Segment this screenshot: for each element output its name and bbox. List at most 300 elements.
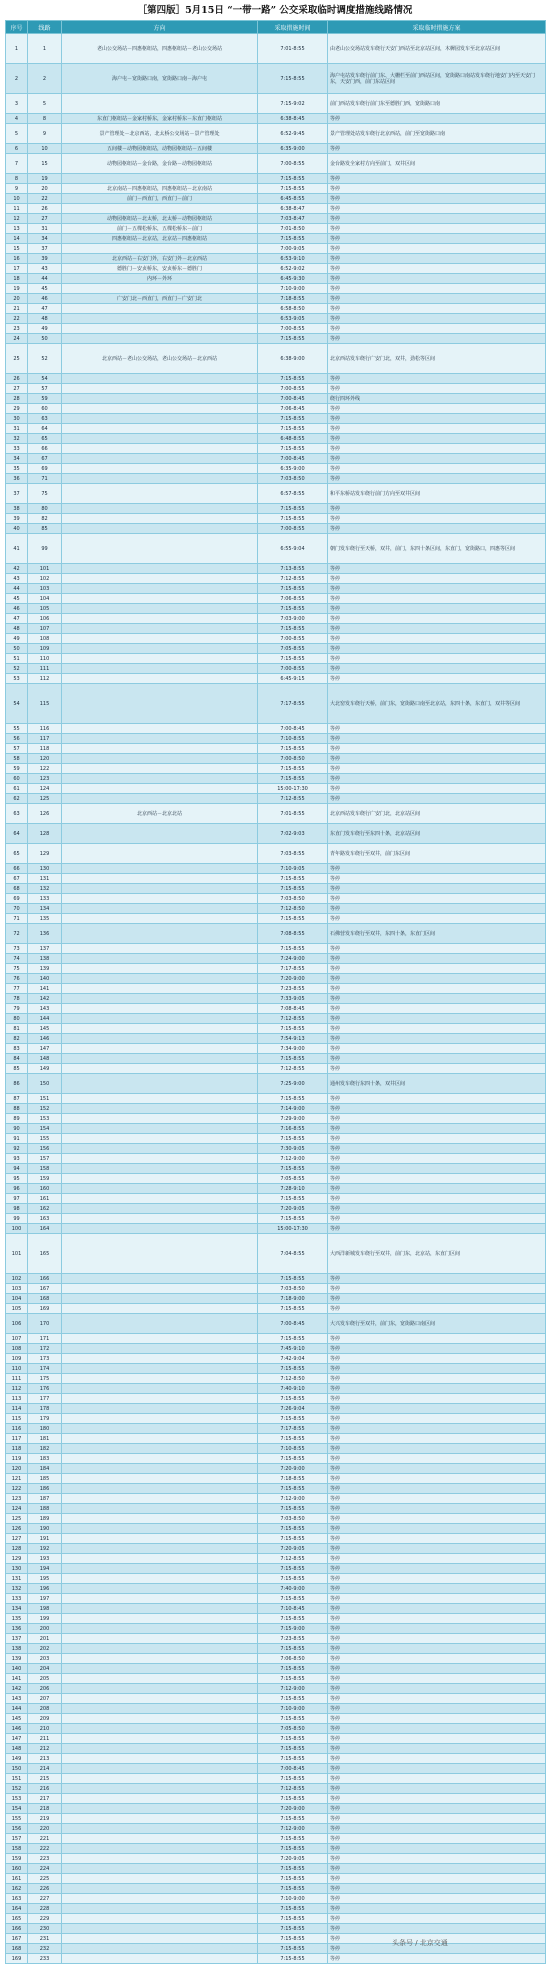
cell-direction <box>62 754 258 764</box>
cell-time: 15:00-17:30 <box>258 784 328 794</box>
cell-index: 96 <box>6 1184 28 1194</box>
cell-time: 7:10-8:45 <box>258 1604 328 1614</box>
cell-route: 180 <box>28 1424 62 1434</box>
cell-index: 116 <box>6 1424 28 1434</box>
table-header-row <box>6 21 546 34</box>
cell-time: 7:16-8:55 <box>258 1124 328 1134</box>
cell-direction <box>62 1114 258 1124</box>
cell-route: 99 <box>28 534 62 564</box>
cell-route: 222 <box>28 1844 62 1854</box>
cell-index: 111 <box>6 1374 28 1384</box>
cell-measure: 等停 <box>328 504 546 514</box>
cell-index: 147 <box>6 1734 28 1744</box>
cell-measure: 等停 <box>328 1674 546 1684</box>
cell-measure: 等停 <box>328 1214 546 1224</box>
cell-measure: 等停 <box>328 1544 546 1554</box>
table-row <box>6 64 546 94</box>
cell-time: 7:15-8:55 <box>258 1794 328 1804</box>
cell-direction <box>62 644 258 654</box>
cell-time: 7:15-8:55 <box>258 1644 328 1654</box>
cell-route: 50 <box>28 334 62 344</box>
cell-index: 143 <box>6 1694 28 1704</box>
cell-time: 7:00-8:55 <box>258 524 328 534</box>
cell-direction <box>62 904 258 914</box>
cell-measure: 等停 <box>328 984 546 994</box>
cell-time: 7:08-8:55 <box>258 924 328 944</box>
cell-route: 198 <box>28 1604 62 1614</box>
cell-index: 99 <box>6 1214 28 1224</box>
cell-time: 7:15-8:55 <box>258 444 328 454</box>
cell-index: 149 <box>6 1754 28 1764</box>
cell-index: 109 <box>6 1354 28 1364</box>
cell-route: 186 <box>28 1484 62 1494</box>
cell-direction <box>62 1744 258 1754</box>
cell-time: 7:12-8:55 <box>258 1784 328 1794</box>
cell-route: 201 <box>28 1634 62 1644</box>
cell-index: 131 <box>6 1574 28 1584</box>
cell-time: 7:15-8:55 <box>258 1844 328 1854</box>
cell-time: 7:15-8:55 <box>258 1024 328 1034</box>
cell-time: 7:00-8:45 <box>258 454 328 464</box>
cell-index: 68 <box>6 884 28 894</box>
cell-time: 7:15-8:55 <box>258 1534 328 1544</box>
cell-direction <box>62 984 258 994</box>
cell-route: 175 <box>28 1374 62 1384</box>
cell-route: 59 <box>28 394 62 404</box>
cell-time: 7:05-8:55 <box>258 644 328 654</box>
cell-measure: 等停 <box>328 874 546 884</box>
cell-measure: 等停 <box>328 1454 546 1464</box>
cell-time: 7:20-9:00 <box>258 1464 328 1474</box>
cell-index: 26 <box>6 374 28 384</box>
table-row <box>6 1444 546 1454</box>
table-row <box>6 414 546 424</box>
cell-direction: 五间楼－动物园枢纽站，动物园枢纽站－五间楼 <box>62 144 258 154</box>
table-row <box>6 1304 546 1314</box>
cell-time: 7:15-8:55 <box>258 334 328 344</box>
cell-route: 27 <box>28 214 62 224</box>
cell-index: 40 <box>6 524 28 534</box>
cell-time: 7:54-9:13 <box>258 1034 328 1044</box>
cell-direction: 前门－五棵松桥东，五棵松桥东－前门 <box>62 224 258 234</box>
table-row <box>6 904 546 914</box>
cell-index: 88 <box>6 1104 28 1114</box>
cell-route: 9 <box>28 124 62 144</box>
cell-direction <box>62 974 258 984</box>
cell-time: 7:15-8:55 <box>258 1874 328 1884</box>
cell-index: 123 <box>6 1494 28 1504</box>
cell-time: 6:58-8:50 <box>258 304 328 314</box>
cell-index: 138 <box>6 1644 28 1654</box>
cell-route: 57 <box>28 384 62 394</box>
cell-measure: 等停 <box>328 1184 546 1194</box>
cell-time: 7:15-8:55 <box>258 1944 328 1954</box>
header-route: 线路 <box>28 21 62 34</box>
cell-measure: 通州发车绕行东四十条，双井区间 <box>328 1074 546 1094</box>
cell-route: 137 <box>28 944 62 954</box>
cell-direction <box>62 1214 258 1224</box>
cell-time: 7:29-9:00 <box>258 1114 328 1124</box>
cell-route: 123 <box>28 774 62 784</box>
cell-measure: 青年路发车绕行至双井，前门东区间 <box>328 844 546 864</box>
cell-time: 7:15-8:55 <box>258 744 328 754</box>
cell-measure: 等停 <box>328 224 546 234</box>
table-row <box>6 894 546 904</box>
cell-index: 18 <box>6 274 28 284</box>
cell-time: 7:15-8:55 <box>258 1954 328 1964</box>
cell-measure: 等停 <box>328 1624 546 1634</box>
cell-index: 105 <box>6 1304 28 1314</box>
cell-measure: 等停 <box>328 334 546 344</box>
cell-measure: 等停 <box>328 674 546 684</box>
cell-route: 82 <box>28 514 62 524</box>
table-row <box>6 1224 546 1234</box>
cell-measure: 绕行四环外线 <box>328 394 546 404</box>
cell-measure: 等停 <box>328 1204 546 1214</box>
cell-time: 7:01-8:55 <box>258 34 328 64</box>
cell-measure: 等停 <box>328 1284 546 1294</box>
cell-time: 6:45-8:55 <box>258 194 328 204</box>
cell-measure: 等停 <box>328 754 546 764</box>
table-row <box>6 454 546 464</box>
table-row <box>6 1064 546 1074</box>
cell-direction <box>62 204 258 214</box>
cell-time: 7:03-8:50 <box>258 1514 328 1524</box>
cell-route: 164 <box>28 1224 62 1234</box>
table-row <box>6 1294 546 1304</box>
cell-direction <box>62 1004 258 1014</box>
cell-direction <box>62 1634 258 1644</box>
cell-time: 7:20-9:05 <box>258 1544 328 1554</box>
table-row <box>6 484 546 504</box>
cell-time: 7:10-9:05 <box>258 864 328 874</box>
cell-measure: 等停 <box>328 274 546 284</box>
table-row <box>6 504 546 514</box>
cell-time: 6:45-9:30 <box>258 274 328 284</box>
cell-direction <box>62 1784 258 1794</box>
cell-measure: 大西洋新城发车绕行至双井，前门东，北京站，东直门区间 <box>328 1234 546 1274</box>
cell-index: 152 <box>6 1784 28 1794</box>
cell-time: 7:00-8:55 <box>258 634 328 644</box>
table-row <box>6 1504 546 1514</box>
cell-measure: 等停 <box>328 1164 546 1174</box>
table-row <box>6 224 546 234</box>
table-row <box>6 1794 546 1804</box>
cell-index: 46 <box>6 604 28 614</box>
cell-measure: 等停 <box>328 1864 546 1874</box>
cell-direction <box>62 1464 258 1474</box>
cell-direction <box>62 1054 258 1064</box>
cell-time: 7:15-8:55 <box>258 1774 328 1784</box>
cell-route: 54 <box>28 374 62 384</box>
table-body <box>6 34 546 1964</box>
cell-measure: 等停 <box>328 204 546 214</box>
cell-index: 84 <box>6 1054 28 1064</box>
table-row <box>6 1644 546 1654</box>
cell-time: 7:15-8:55 <box>258 1744 328 1754</box>
table-row <box>6 34 546 64</box>
cell-direction <box>62 1644 258 1654</box>
cell-measure: 等停 <box>328 444 546 454</box>
cell-route: 224 <box>28 1864 62 1874</box>
cell-time: 7:15-8:55 <box>258 1924 328 1934</box>
cell-index: 141 <box>6 1674 28 1684</box>
table-row <box>6 1554 546 1564</box>
cell-direction <box>62 634 258 644</box>
cell-time: 7:00-8:55 <box>258 154 328 174</box>
cell-measure: 海户屯站发车绕行前门东、大栅栏至前门西站区间，宽街路口南站发车绕行地安门内至天安门东，天安门西，前门东站区间 <box>328 64 546 94</box>
cell-index: 53 <box>6 674 28 684</box>
cell-index: 127 <box>6 1534 28 1544</box>
cell-index: 6 <box>6 144 28 154</box>
cell-index: 159 <box>6 1854 28 1864</box>
cell-measure: 等停 <box>328 434 546 444</box>
cell-measure: 等停 <box>328 1814 546 1824</box>
table-row <box>6 444 546 454</box>
cell-direction <box>62 954 258 964</box>
cell-direction <box>62 454 258 464</box>
cell-measure: 等停 <box>328 1494 546 1504</box>
cell-direction <box>62 1574 258 1584</box>
cell-time: 7:33-9:05 <box>258 994 328 1004</box>
cell-measure: 等停 <box>328 1564 546 1574</box>
cell-index: 38 <box>6 504 28 514</box>
cell-time: 7:00-8:55 <box>258 324 328 334</box>
cell-time: 6:38-8:47 <box>258 204 328 214</box>
cell-index: 28 <box>6 394 28 404</box>
cell-measure: 等停 <box>328 1144 546 1154</box>
cell-measure: 等停 <box>328 904 546 914</box>
cell-measure: 等停 <box>328 324 546 334</box>
table-row <box>6 114 546 124</box>
cell-time: 7:10-8:55 <box>258 1444 328 1454</box>
cell-direction <box>62 404 258 414</box>
table-row <box>6 1824 546 1834</box>
table-row <box>6 1894 546 1904</box>
table-row <box>6 1494 546 1504</box>
cell-measure: 等停 <box>328 1274 546 1284</box>
cell-route: 46 <box>28 294 62 304</box>
cell-route: 188 <box>28 1504 62 1514</box>
table-row <box>6 1154 546 1164</box>
cell-direction <box>62 1444 258 1454</box>
cell-time: 7:12-9:00 <box>258 1154 328 1164</box>
cell-direction <box>62 594 258 604</box>
cell-direction <box>62 1504 258 1514</box>
cell-route: 143 <box>28 1004 62 1014</box>
cell-measure: 等停 <box>328 1504 546 1514</box>
cell-direction: 北京西站－北京北站 <box>62 804 258 824</box>
cell-measure: 等停 <box>328 1054 546 1064</box>
cell-route: 231 <box>28 1934 62 1944</box>
cell-index: 100 <box>6 1224 28 1234</box>
cell-time: 7:03-8:50 <box>258 894 328 904</box>
cell-direction <box>62 1474 258 1484</box>
cell-index: 9 <box>6 184 28 194</box>
table-row <box>6 204 546 214</box>
cell-measure: 等停 <box>328 184 546 194</box>
cell-direction <box>62 614 258 624</box>
cell-index: 168 <box>6 1944 28 1954</box>
table-row <box>6 1434 546 1444</box>
cell-direction <box>62 604 258 614</box>
cell-route: 194 <box>28 1564 62 1574</box>
cell-route: 191 <box>28 1534 62 1544</box>
cell-direction <box>62 504 258 514</box>
cell-measure: 等停 <box>328 1404 546 1414</box>
cell-route: 34 <box>28 234 62 244</box>
cell-direction <box>62 1154 258 1164</box>
cell-index: 61 <box>6 784 28 794</box>
table-row <box>6 1784 546 1794</box>
cell-route: 229 <box>28 1914 62 1924</box>
cell-index: 103 <box>6 1284 28 1294</box>
table-row <box>6 1874 546 1884</box>
cell-route: 109 <box>28 644 62 654</box>
cell-index: 133 <box>6 1594 28 1604</box>
page-title: ［第四版］5月15日 “一带一路” 公交采取临时调度措施线路情况 <box>137 5 413 16</box>
cell-index: 158 <box>6 1844 28 1854</box>
cell-index: 45 <box>6 594 28 604</box>
cell-index: 144 <box>6 1704 28 1714</box>
table-row <box>6 614 546 624</box>
cell-measure: 等停 <box>328 574 546 584</box>
cell-route: 80 <box>28 504 62 514</box>
cell-index: 132 <box>6 1584 28 1594</box>
cell-direction <box>62 1864 258 1874</box>
cell-index: 33 <box>6 444 28 454</box>
table-row <box>6 214 546 224</box>
table-row <box>6 594 546 604</box>
cell-index: 118 <box>6 1444 28 1454</box>
cell-route: 85 <box>28 524 62 534</box>
cell-route: 22 <box>28 194 62 204</box>
cell-route: 158 <box>28 1164 62 1174</box>
cell-route: 233 <box>28 1954 62 1964</box>
cell-measure: 等停 <box>328 1154 546 1164</box>
cell-direction <box>62 1434 258 1444</box>
cell-measure: 等停 <box>328 314 546 324</box>
cell-measure: 等停 <box>328 1524 546 1534</box>
cell-route: 15 <box>28 154 62 174</box>
cell-measure: 等停 <box>328 384 546 394</box>
cell-route: 220 <box>28 1824 62 1834</box>
cell-direction <box>62 1294 258 1304</box>
cell-measure: 等停 <box>328 1714 546 1724</box>
table-row <box>6 344 546 374</box>
table-row <box>6 724 546 734</box>
cell-route: 1 <box>28 34 62 64</box>
cell-route: 170 <box>28 1314 62 1334</box>
table-row <box>6 1934 546 1944</box>
cell-measure: 等停 <box>328 1934 546 1944</box>
cell-direction: 德胜门－安贞桥东，安贞桥东－德胜门 <box>62 264 258 274</box>
table-row <box>6 1594 546 1604</box>
cell-route: 167 <box>28 1284 62 1294</box>
cell-direction <box>62 574 258 584</box>
cell-route: 110 <box>28 654 62 664</box>
table-row <box>6 384 546 394</box>
cell-direction <box>62 324 258 334</box>
cell-time: 7:03-8:50 <box>258 1284 328 1294</box>
cell-measure: 等停 <box>328 234 546 244</box>
cell-measure: 等停 <box>328 864 546 874</box>
cell-direction <box>62 474 258 484</box>
cell-route: 211 <box>28 1734 62 1744</box>
cell-time: 7:23-8:55 <box>258 1634 328 1644</box>
cell-measure: 等停 <box>328 1094 546 1104</box>
cell-measure: 等停 <box>328 1414 546 1424</box>
cell-direction <box>62 1734 258 1744</box>
cell-direction <box>62 1584 258 1594</box>
cell-index: 145 <box>6 1714 28 1724</box>
cell-time: 7:15-8:55 <box>258 1814 328 1824</box>
cell-direction <box>62 1904 258 1914</box>
cell-route: 26 <box>28 204 62 214</box>
cell-index: 44 <box>6 584 28 594</box>
table-row <box>6 1634 546 1644</box>
cell-measure: 等停 <box>328 1344 546 1354</box>
cell-direction: 景产管理处－北京西站，北太桥公交场站－景产管理处 <box>62 124 258 144</box>
table-row <box>6 404 546 414</box>
cell-index: 73 <box>6 944 28 954</box>
table-row <box>6 1124 546 1134</box>
table-row <box>6 864 546 874</box>
cell-time: 7:15-8:55 <box>258 1334 328 1344</box>
cell-direction <box>62 1354 258 1364</box>
table-row <box>6 974 546 984</box>
cell-direction <box>62 1844 258 1854</box>
cell-measure: 等停 <box>328 414 546 424</box>
cell-route: 161 <box>28 1194 62 1204</box>
cell-route: 195 <box>28 1574 62 1584</box>
cell-time: 7:00-8:55 <box>258 384 328 394</box>
cell-index: 93 <box>6 1154 28 1164</box>
cell-direction <box>62 1774 258 1784</box>
cell-time: 7:02-9:03 <box>258 824 328 844</box>
cell-route: 212 <box>28 1744 62 1754</box>
cell-measure: 等停 <box>328 1534 546 1544</box>
cell-direction <box>62 434 258 444</box>
table-row <box>6 264 546 274</box>
cell-direction <box>62 1724 258 1734</box>
cell-measure: 等停 <box>328 1304 546 1314</box>
cell-route: 129 <box>28 844 62 864</box>
cell-direction: 东直门枢纽站－金家村桥东，金家村桥东－东直门枢纽站 <box>62 114 258 124</box>
cell-index: 63 <box>6 804 28 824</box>
table-row <box>6 604 546 614</box>
table-row <box>6 174 546 184</box>
cell-index: 95 <box>6 1174 28 1184</box>
table-row <box>6 1514 546 1524</box>
cell-route: 141 <box>28 984 62 994</box>
cell-measure: 等停 <box>328 1464 546 1474</box>
cell-direction <box>62 1424 258 1434</box>
cell-index: 67 <box>6 874 28 884</box>
cell-index: 80 <box>6 1014 28 1024</box>
cell-index: 5 <box>6 124 28 144</box>
cell-measure: 等停 <box>328 1194 546 1204</box>
cell-index: 57 <box>6 744 28 754</box>
cell-index: 70 <box>6 904 28 914</box>
cell-direction: 内环－外环 <box>62 274 258 284</box>
table-row <box>6 1314 546 1334</box>
table-row <box>6 1904 546 1914</box>
cell-index: 56 <box>6 734 28 744</box>
cell-direction <box>62 1104 258 1114</box>
table-row <box>6 954 546 964</box>
cell-measure: 等停 <box>328 1134 546 1144</box>
